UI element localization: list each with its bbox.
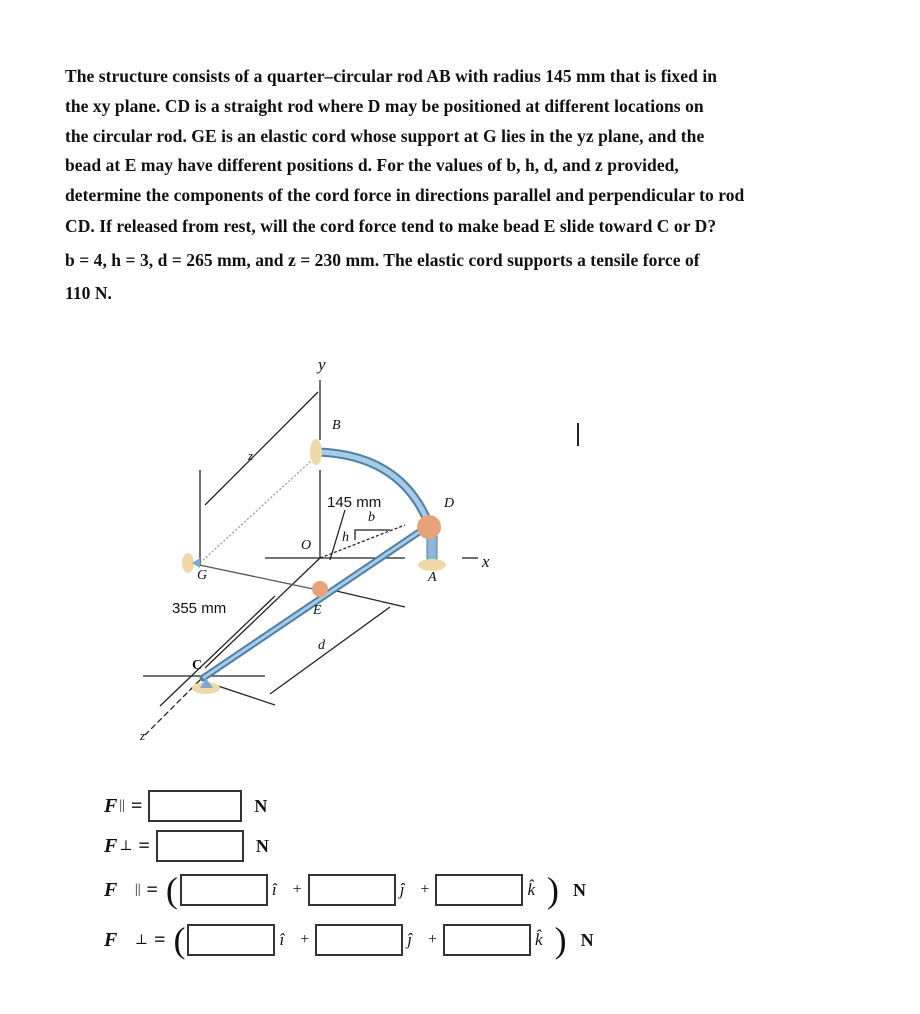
label-b: b <box>368 510 375 525</box>
label-C: C <box>192 658 203 673</box>
k-hat: k̂ <box>527 880 535 899</box>
vec-parallel-i-input[interactable] <box>180 874 268 906</box>
sub-parallel: || <box>119 798 125 813</box>
plus: + <box>420 881 430 898</box>
f-parallel-row <box>104 790 267 822</box>
left-paren: ( <box>173 920 186 960</box>
unit-N: N <box>580 929 594 950</box>
f-perp-row <box>104 830 269 862</box>
label-G: G <box>197 568 208 583</box>
problem-line: the xy plane. CD is a straight rod where D may be positioned at different locations on <box>65 96 704 116</box>
label-355mm: 355 mm <box>172 600 227 617</box>
label-O: O <box>301 538 312 553</box>
f-vector-symbol: F⃗ <box>104 928 133 951</box>
plus: + <box>427 931 438 948</box>
label-d: d <box>318 638 325 653</box>
vec-perp-k-input[interactable] <box>443 924 531 956</box>
f-symbol: F <box>104 834 118 857</box>
support-B <box>310 439 322 465</box>
right-paren: ) <box>547 870 559 910</box>
label-B: B <box>332 418 341 433</box>
right-paren: ) <box>554 920 567 960</box>
vec-parallel-row <box>104 872 586 908</box>
problem-line: The structure consists of a quarter–circular rod AB with radius 145 mm that is fixed in <box>65 66 718 86</box>
problem-line: 110 N. <box>65 283 112 303</box>
text-cursor <box>577 423 579 446</box>
equals: = <box>138 834 150 857</box>
left-paren: ( <box>165 870 178 910</box>
vec-parallel-j-input[interactable] <box>308 874 396 906</box>
f-parallel-input[interactable] <box>148 790 242 822</box>
f-symbol: F <box>104 794 118 817</box>
sub-perp: ⊥ <box>119 838 133 854</box>
plus: + <box>292 881 302 898</box>
sub-parallel: || <box>134 882 141 897</box>
vec-perp-i-input[interactable] <box>187 924 275 956</box>
label-z-top: z <box>248 448 254 463</box>
label-A: A <box>428 570 437 585</box>
unit-N: N <box>573 879 586 900</box>
unit-N: N <box>255 835 269 856</box>
j-hat: ĵ <box>399 880 405 899</box>
label-h: h <box>342 530 349 545</box>
k-hat: k̂ <box>535 930 543 949</box>
vec-parallel-k-input[interactable] <box>435 874 523 906</box>
sub-perp: ⊥ <box>134 932 149 948</box>
label-D: D <box>444 496 455 511</box>
i-hat: î <box>279 930 285 949</box>
equals: = <box>130 794 143 817</box>
label-x: x <box>482 552 490 571</box>
label-y: y <box>318 355 326 374</box>
f-perp-input[interactable] <box>156 830 244 862</box>
problem-line: determine the components of the cord force in directions parallel and perpendicular to rod <box>65 185 745 205</box>
unit-N: N <box>254 795 268 816</box>
elastic-cord-GE <box>190 563 318 590</box>
i-hat: î <box>271 880 277 899</box>
equals: = <box>146 878 158 901</box>
ball-D <box>417 515 441 539</box>
vec-perp-j-input[interactable] <box>315 924 403 956</box>
bead-E <box>312 581 328 597</box>
equals: = <box>154 928 166 951</box>
problem-line: b = 4, h = 3, d = 265 mm, and z = 230 mm. The elastic cord supports a tensile force of <box>65 250 700 270</box>
problem-line: the circular rod. GE is an elastic cord whose support at G lies in the yz plane, and the <box>65 126 705 146</box>
plus: + <box>300 931 310 948</box>
f-vector-symbol: F⃗ <box>104 878 133 901</box>
label-E: E <box>313 603 322 618</box>
label-z-bottom: z <box>140 728 146 743</box>
problem-line: CD. If released from rest, will the cord force tend to make bead E slide toward C or D? <box>65 216 717 236</box>
label-radius: 145 mm <box>327 494 382 511</box>
vec-perp-row <box>104 922 594 958</box>
problem-line: bead at E may have different positions d. For the values of b, h, d, and z provided, <box>65 155 679 175</box>
j-hat: ĵ <box>407 930 412 949</box>
